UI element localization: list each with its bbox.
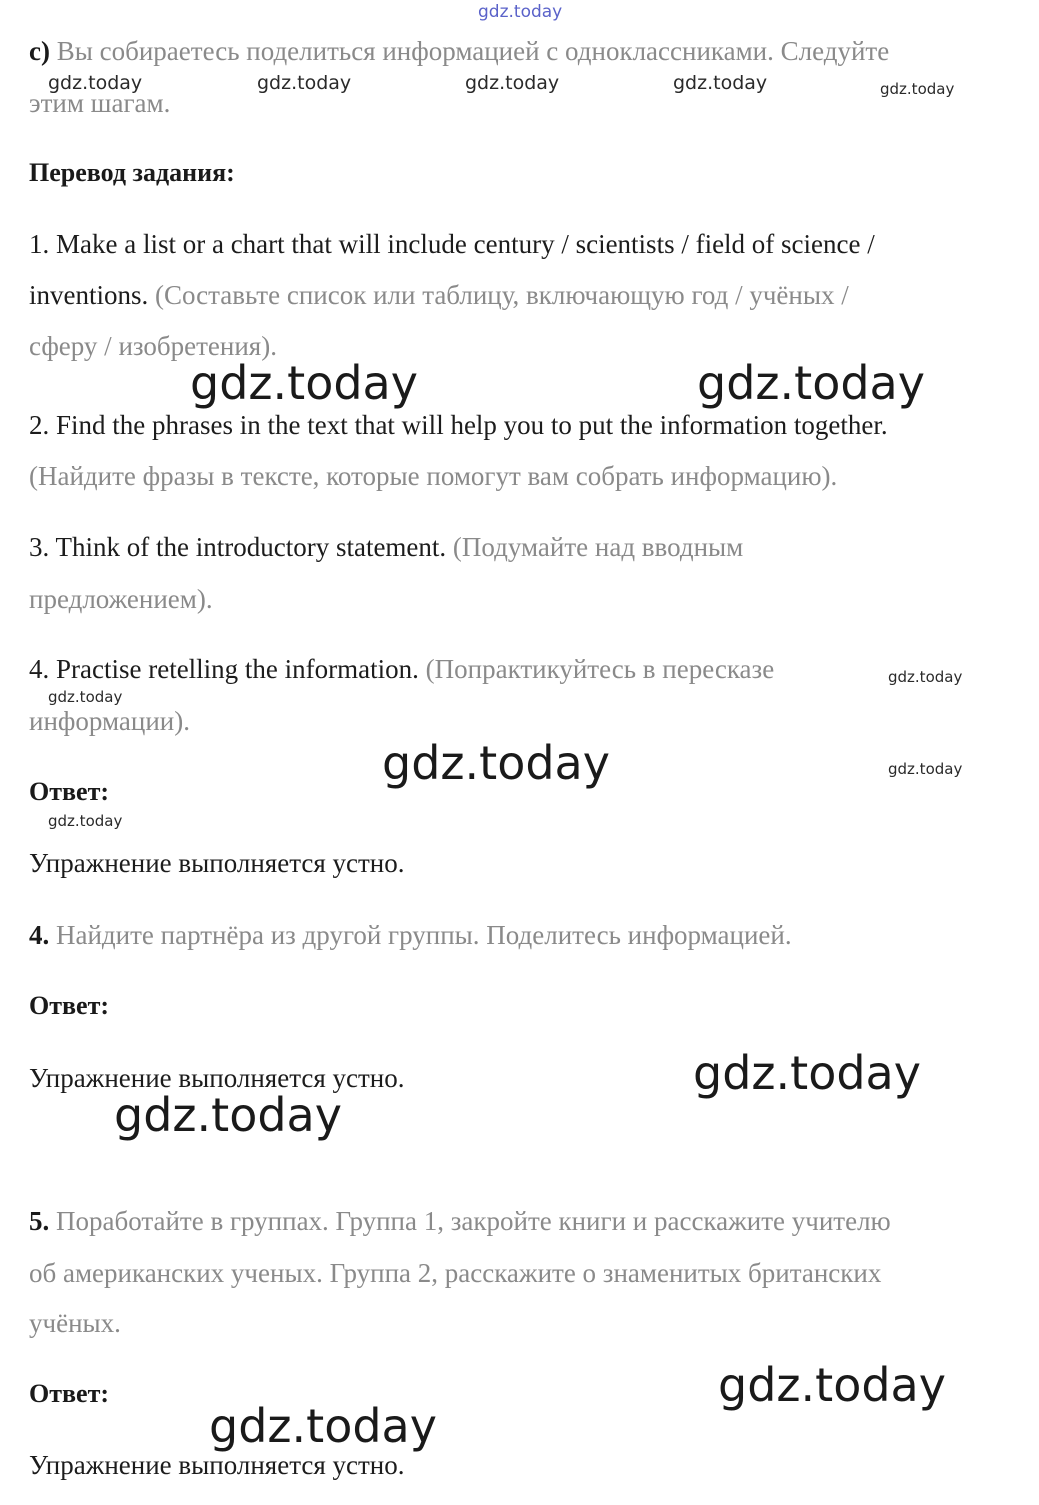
- step-4-ru: (Попрактикуйтесь в пересказе: [425, 654, 775, 684]
- step-1-en-tail: inventions.: [29, 280, 149, 310]
- answer-2-label: Ответ:: [29, 991, 110, 1020]
- watermark-small: gdz.today: [880, 80, 955, 98]
- watermark-big: gdz.today: [697, 356, 925, 410]
- step-2-line2: (Найдите фразы в тексте, которые помогут вам собрать информацию).: [29, 461, 838, 491]
- watermark-big: gdz.today: [209, 1399, 437, 1453]
- task-c-line1: [29, 38, 889, 65]
- step-1-ru-text: (Составьте список или таблицу, включающую год / учёных /: [155, 280, 849, 310]
- step-3-line1: [29, 534, 743, 561]
- task-5-line1: [29, 1208, 891, 1235]
- watermark-small: gdz.today: [465, 72, 560, 94]
- watermark-small: gdz.today: [888, 668, 963, 686]
- watermark-big: gdz.today: [693, 1046, 921, 1100]
- watermark-small: gdz.today: [48, 72, 143, 94]
- header-watermark: gdz.today: [478, 2, 563, 22]
- task-4-line: [29, 922, 792, 949]
- step-3-en: 3. Think of the introductory statement.: [29, 532, 447, 562]
- step-1-line2: [29, 282, 849, 309]
- step-4-line2: информации).: [29, 706, 190, 736]
- answer-3-text: Упражнение выполняется устно.: [29, 1450, 405, 1480]
- answer-1-text: Упражнение выполняется устно.: [29, 848, 405, 878]
- watermark-small: gdz.today: [48, 812, 123, 830]
- task-c-text-line2: этим шагам.: [29, 88, 171, 118]
- answer-2-text: Упражнение выполняется устно.: [29, 1063, 405, 1093]
- task-5-number: 5.: [29, 1206, 50, 1236]
- watermark-small: gdz.today: [257, 72, 352, 94]
- task-4-text: Найдите партнёра из другой группы. Поделитесь информацией.: [56, 920, 792, 950]
- step-1-line1: 1. Make a list or a chart that will include century / scientists / field of science /: [29, 229, 875, 259]
- step-3-line2: предложением).: [29, 584, 213, 614]
- watermark-small: gdz.today: [48, 688, 123, 706]
- task-4-number: 4.: [29, 920, 50, 950]
- task-5-text-line3: учёных.: [29, 1308, 121, 1338]
- task-5-text-line2: об американских ученых. Группа 2, расскажите о знаменитых британских: [29, 1258, 882, 1288]
- task-5-text-line1: Поработайте в группах. Группа 1, закройте книги и расскажите учителю: [56, 1206, 891, 1236]
- step-3-ru: (Подумайте над вводным: [452, 532, 744, 562]
- step-4-en: 4. Practise retelling the information.: [29, 654, 419, 684]
- translation-heading: Перевод задания:: [29, 158, 235, 187]
- watermark-big: gdz.today: [114, 1088, 342, 1142]
- step-4-line1: [29, 656, 774, 683]
- answer-1-label: Ответ:: [29, 777, 110, 806]
- watermark-big: gdz.today: [718, 1358, 946, 1412]
- watermark-small: gdz.today: [888, 760, 963, 778]
- answer-3-label: Ответ:: [29, 1379, 110, 1408]
- watermark-big: gdz.today: [382, 736, 610, 790]
- watermark-small: gdz.today: [673, 72, 768, 94]
- watermark-big: gdz.today: [190, 356, 418, 410]
- step-2-line1: 2. Find the phrases in the text that will help you to put the information together.: [29, 410, 888, 440]
- task-c-label: c): [29, 36, 50, 66]
- step-1-line3: сферу / изобретения).: [29, 331, 277, 361]
- task-c-text-line1: Вы собираетесь поделиться информацией с одноклассниками. Следуйте: [56, 36, 890, 66]
